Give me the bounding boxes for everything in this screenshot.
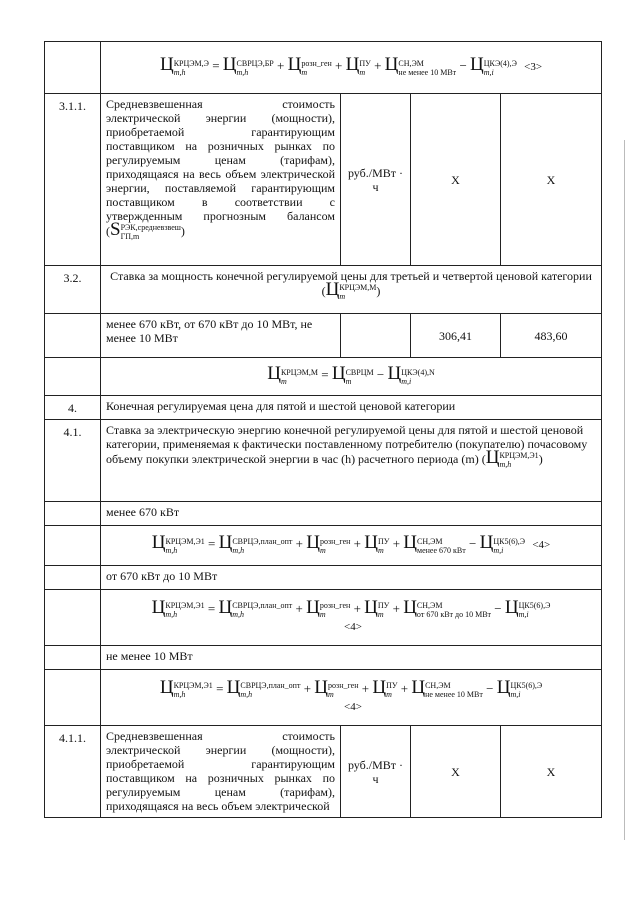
row-description: Средневзвешенная стоимость электрической энергии (мощности), приобретаемой гарантирующим поставщиком на розничных рынках по регулируемым ценам (тарифам), приходящаяся на весь объем электрической энергии, поставляемой гарантирующим поставщиком в соответствии с утвержденным прогнозным балансом (SРЭК,средневзвеш ГП,m ) [101, 94, 341, 266]
formula-band-1: ЦКРЦЭМ,Э1 m,h = ЦСВРЦЭ,план_опт m,h + Црозн_ген m + ЦПУ m + ЦСН,ЭМ менее 670 кВт − ЦЦК5(6),Э m,i <4> [101, 526, 602, 566]
table-row [45, 726, 602, 818]
unit-cell: руб./МВт · ч [341, 94, 411, 266]
table-row [45, 314, 602, 358]
formula-krcem-e: ЦКРЦЭМ,Э m,h = ЦСВРЦЭ,БР m,h + Црозн_ген m + ЦПУ m + ЦСН,ЭМ не менее 10 МВт − ЦЦКЭ(4),Э m,i <3> [101, 42, 602, 94]
table-row [45, 396, 602, 420]
table-row [45, 94, 602, 266]
tariff-table [44, 41, 602, 818]
row-number: 4. [45, 396, 101, 420]
value-cell: X [411, 94, 501, 266]
band-label: менее 670 кВт [101, 502, 602, 526]
formula-band-3: ЦКРЦЭМ,Э1 m,h = ЦСВРЦЭ,план_опт m,h + Црозн_ген m + ЦПУ m + ЦСН,ЭМ не менее 10 МВт − ЦЦК5(6),Э m,i <4> [101, 670, 602, 726]
band-label: не менее 10 МВт [101, 646, 602, 670]
row-description: Средневзвешенная стоимость электрической энергии (мощности), приобретаемой гарантирующим поставщиком на розничных рынках по регулируемым ценам (тарифам), приходящаяся на весь объем электрической [101, 726, 341, 818]
unit-cell: руб./МВт · ч [341, 726, 411, 818]
table-row [45, 420, 602, 502]
row-description: Ставка за электрическую энергию конечной регулируемой цены для пятой и шестой ценовой категории, применяемая к фактически поставленному потребителю (покупателю) почасовому объему покупки электрической энергии в час (h) расчетного периода (m) (ЦКРЦЭМ,Э1 m,h ) [101, 420, 602, 502]
value-cell: X [501, 94, 602, 266]
row-description: Ставка за мощность конечной регулируемой цены для третьей и четвертой ценовой категории (ЦКРЦЭМ,М m ) [101, 266, 602, 314]
scan-edge-line [624, 140, 625, 840]
value-cell: 483,60 [501, 314, 602, 358]
band-label: от 670 кВт до 10 МВт [101, 566, 602, 590]
row-number: 4.1. [45, 420, 101, 502]
row-description: Конечная регулируемая цена для пятой и шестой ценовой категории [101, 396, 602, 420]
row-number: 4.1.1. [45, 726, 101, 818]
value-cell: X [501, 726, 602, 818]
value-cell: 306,41 [411, 314, 501, 358]
formula-band-2: ЦКРЦЭМ,Э1 m,h = ЦСВРЦЭ,план_опт m,h + Црозн_ген m + ЦПУ m + ЦСН,ЭМ от 670 кВт до 10 МВт − ЦЦК5(6),Э m,i <4> [101, 590, 602, 646]
value-cell: X [411, 726, 501, 818]
row-number: 3.2. [45, 266, 101, 314]
row-number: 3.1.1. [45, 94, 101, 266]
row-description: менее 670 кВт, от 670 кВт до 10 МВт, не менее 10 МВт [101, 314, 341, 358]
table-row [45, 266, 602, 314]
formula-krcem-m: ЦКРЦЭМ,М m = ЦСВРЦМ m − ЦЦКЭ(4),N m,i [101, 358, 602, 396]
